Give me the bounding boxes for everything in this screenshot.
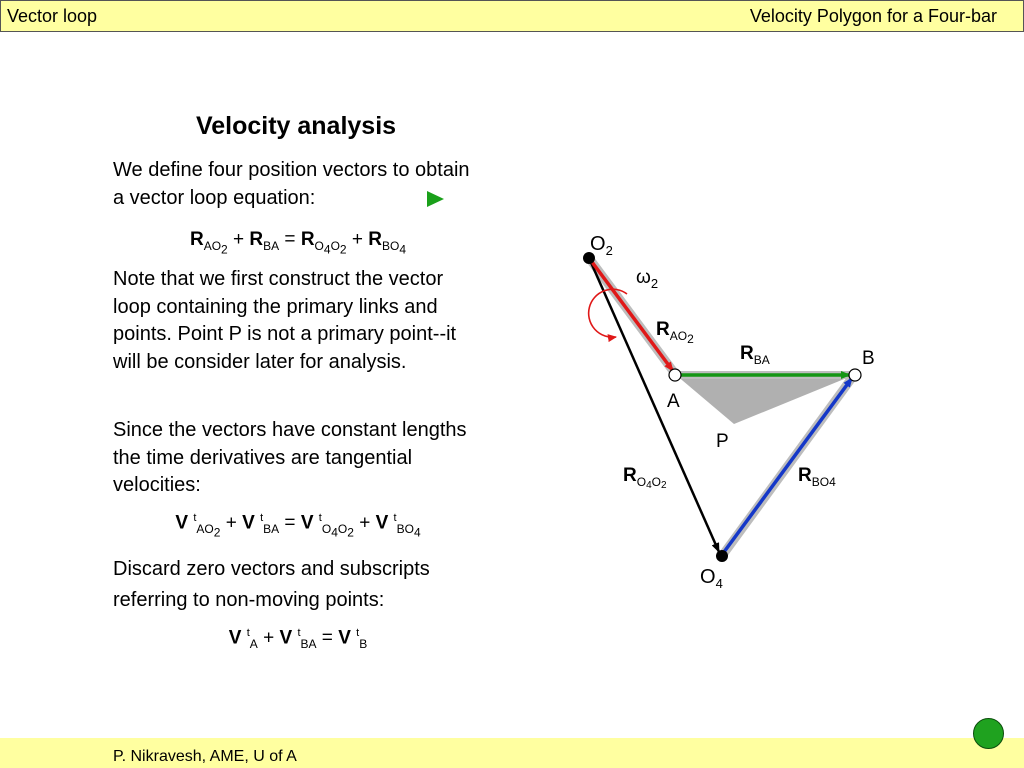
joint-O4: [716, 550, 728, 562]
header-left-title: Vector loop: [7, 6, 98, 26]
equation-position-loop: $R_{AO_2} + R_{BA} = R_{O_4O_2} + R_{BO_4}$: [189, 229, 407, 257]
page-title: Velocity analysis: [195, 112, 397, 140]
label-RBO4: $R_{BO}4$: [798, 465, 836, 489]
header-right-title: Velocity Polygon for a Four-bar: [749, 6, 997, 26]
label-O2: $O_2$: [590, 233, 613, 258]
joint-B: [849, 369, 861, 381]
joint-A: [669, 369, 681, 381]
label-O4: $O_4$: [700, 566, 723, 591]
equation-reduced: V $^t_A$ + V $^t_{BA}$ = V $^t_B$: [228, 627, 368, 652]
paragraph-note: Note that we first construct the vector loop containing the primary links and points. Point P is not a primary point--it will be consider later for analysis.: [113, 268, 457, 373]
label-A: A: [667, 391, 680, 412]
label-P: P: [716, 431, 729, 452]
paragraph-intro: We define four position vectors to obtain a vector loop equation:: [113, 159, 470, 209]
paragraph-derivatives: Since the vectors have constant lengths the time derivatives are tangential velocities:: [113, 419, 467, 496]
home-button[interactable]: [973, 718, 1004, 749]
label-B: B: [862, 348, 875, 369]
label-RBA: $R_{BA}$: [740, 343, 770, 367]
label-RAO2: $R_{AO}2$: [656, 319, 694, 346]
equation-velocity-loop: V $^t_{AO_2}$ + V $^t_{BA}$ = V $^t_{O_4O_2}$ + V $^t_{BO_4}$: [175, 512, 421, 540]
label-RO4O2: $R_O4O2$: [623, 465, 667, 491]
vector-RO4O2: [589, 258, 719, 552]
paragraph-discard: Discard zero vectors and subscripts referring to non-moving points:: [113, 558, 430, 611]
footer-author: P. Nikravesh, AME, U of A: [113, 748, 297, 765]
footer-bar: [0, 738, 1024, 768]
label-omega2: $\omega_2$: [636, 267, 659, 291]
